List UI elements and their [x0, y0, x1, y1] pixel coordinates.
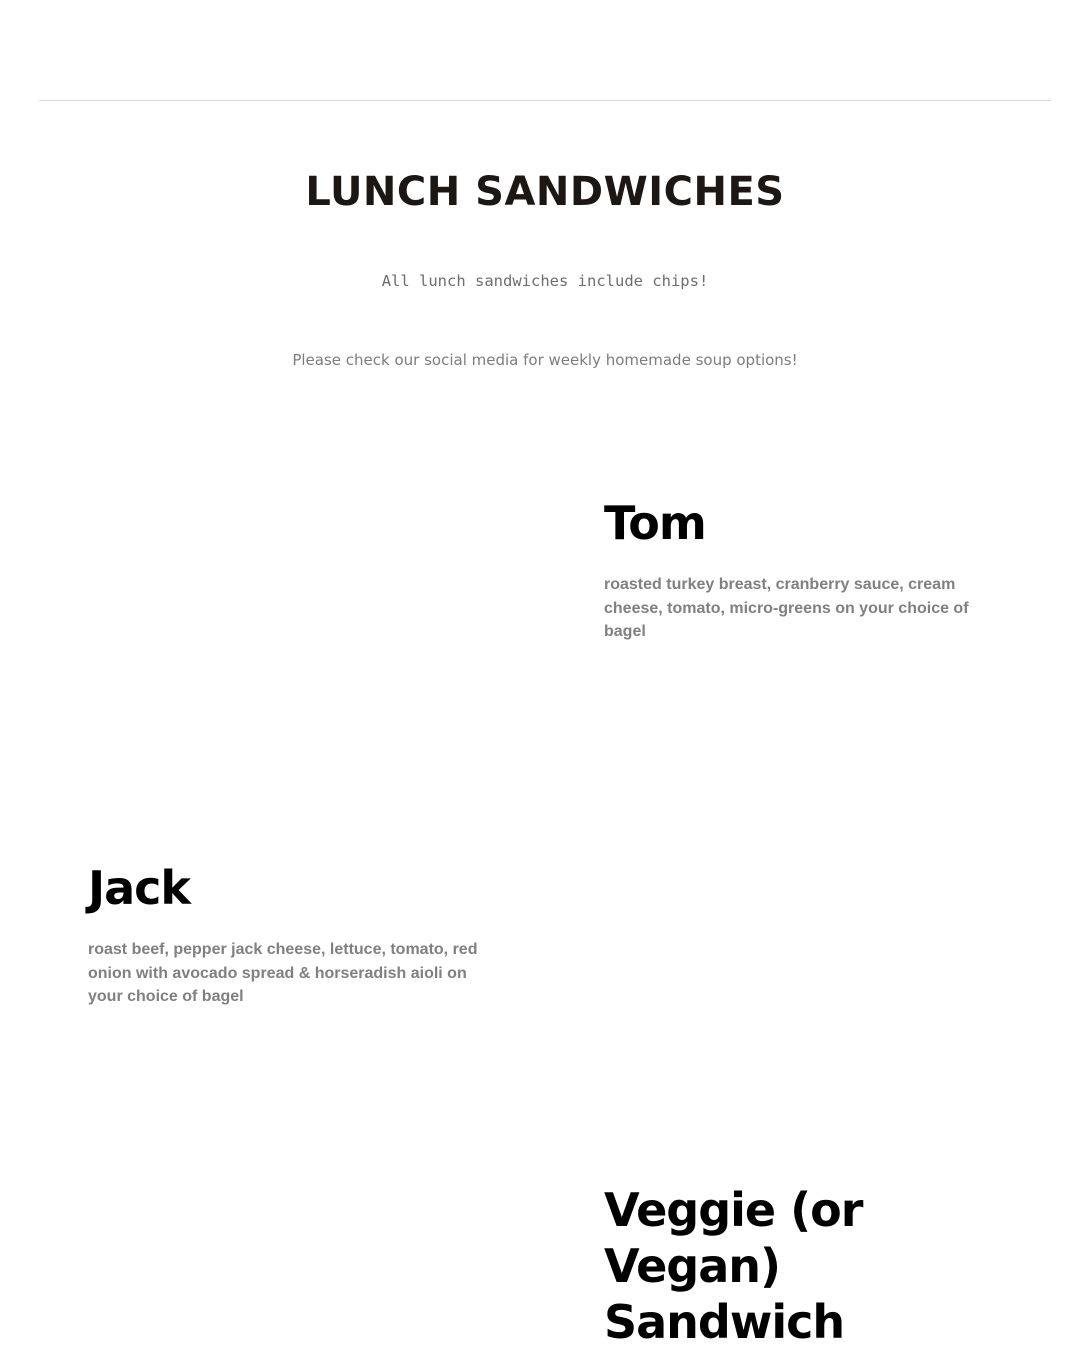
item-description: roasted turkey breast, cranberry sauce, cream cheese, tomato, micro-greens on your choice of bagel — [604, 576, 969, 641]
item-description: roast beef, pepper jack cheese, lettuce, tomato, red onion with avocado spread & horseradish aioli on your choice of bagel — [88, 941, 478, 1006]
menu-item-veggie — [604, 1182, 1004, 1350]
chips-note: All lunch sandwiches include chips! — [381, 272, 709, 290]
menu-item-tom — [604, 495, 1004, 644]
item-name: Tom — [604, 496, 706, 550]
item-name: Veggie (or Vegan) Sandwich — [604, 1183, 863, 1349]
soup-note: Please check our social media for weekly homemade soup options! — [292, 351, 798, 369]
section-divider — [39, 100, 1051, 101]
item-name: Jack — [88, 861, 191, 915]
section-title: LUNCH SANDWICHES — [305, 169, 785, 215]
menu-item-jack — [88, 860, 488, 1009]
